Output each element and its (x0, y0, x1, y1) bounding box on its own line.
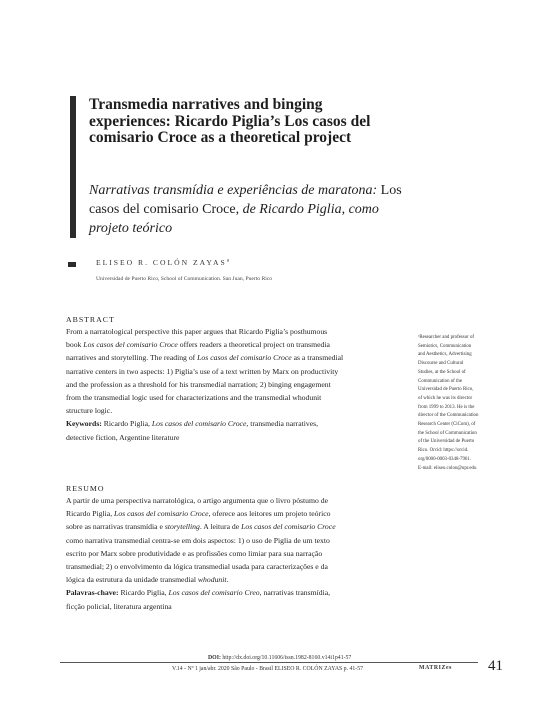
resumo-body (66, 494, 410, 613)
article-title: Transmedia narratives and binging experiences: Ricardo Piglia’s Los casos del comisario Croce as a theoretical project (89, 96, 371, 146)
article-subtitle (89, 181, 419, 238)
resumo-line (66, 494, 410, 507)
footnote-line: Rico. Orcid: https://orcid. (418, 448, 469, 454)
abstract-line (66, 378, 410, 391)
resumo-line (66, 547, 410, 560)
text-run: from the transmedial logic used for characterizations and the transmedial whodunit (66, 393, 322, 403)
footer-divider (60, 662, 478, 663)
abstract-keywords-cont: detective fiction, Argentine literature (66, 432, 180, 442)
text-run: Ricardo Piglia, (118, 588, 169, 598)
footnote-line: Communication of the (418, 378, 463, 384)
author-name (96, 258, 229, 267)
footnote-line: Research Center (CiCom), of (418, 422, 476, 428)
text-run: . A leitura de (199, 522, 242, 532)
text-run: structure logic. (66, 406, 113, 416)
italic-term: storytelling (164, 522, 200, 532)
text-run: book (66, 340, 84, 350)
subtitle-part-1: Narrativas transmídia e experiências de maratona: (89, 183, 378, 198)
text-run: From a narratological perspective this paper argues that Ricardo Piglia’s posthumous (66, 327, 328, 336)
book-title: Los casos del comisario Croce (197, 353, 292, 363)
text-run: , narrativas transmídia, (259, 588, 331, 598)
abstract-line (66, 325, 410, 338)
keywords-label: Keywords: (66, 419, 102, 429)
text-run: Ricardo Piglia, (66, 509, 115, 519)
footnote-line: Semiotics, Communication (418, 343, 472, 349)
text-run: Ricardo Piglia, (101, 419, 152, 429)
footnote-line: from 1999 to 2013. He is the (418, 404, 475, 410)
author-footnote-mark: a (226, 258, 229, 264)
footnote-line: and Aesthetics, Advertising (418, 352, 472, 358)
text-run: como narrativa transmedial centra-se em dois aspectos: 1) o uso de Piglia de um texto (66, 535, 330, 545)
resumo-line (66, 573, 410, 586)
book-title: Los casos del comisario Creo (168, 588, 260, 598)
footnote-line: director of the Communication (418, 413, 479, 419)
abstract-keywords (66, 417, 410, 430)
footnote-line: the School of Communication (418, 430, 477, 436)
page-number: 41 (488, 658, 503, 674)
subtitle-part-2: Los casos del comisario Croce, (89, 183, 402, 217)
italic-term: whodunit (197, 575, 227, 585)
book-title: Los casos del comisario Croce (83, 340, 178, 350)
resumo-line (66, 507, 410, 520)
footnote-line: of the Universidad de Puerto (418, 439, 475, 445)
resumo-line (66, 520, 410, 533)
resumo-keywords (66, 586, 410, 599)
footnote-line: ᵃResearcher and professor of (418, 335, 475, 340)
text-run: sobre as narrativas transmídia e (66, 522, 165, 532)
author-affiliation: Universidad de Puerto Rico, School of Communication. San Juan, Puerto Rico (96, 276, 273, 282)
subtitle-part-3: de Ricardo Piglia, como projeto teórico (89, 202, 379, 236)
abstract-body (66, 325, 410, 444)
footnote-line: Universidad de Puerto Rico, (418, 387, 474, 393)
text-run: transmedial; 2) o envolvimento da lógica transmedial usada para caracterizações e da (66, 562, 328, 572)
text-run: escrito por Marx sobre produtividade e as profissões como limiar para sua narração (66, 548, 323, 558)
resumo-line (66, 534, 410, 547)
abstract-line (66, 404, 410, 417)
footer-folio: V.14 - Nº 1 jan/abr. 2020 São Paulo - Brasil ELISEO R. COLÓN ZAYAS p. 41-57 (172, 666, 363, 672)
text-run: and the profession as a threshold for his transmedial narration; 2) binging engagement (66, 379, 331, 389)
footnote-line: org/0000-0003-0348-7961. (418, 456, 472, 462)
book-title: Los casos del comisario Croce (114, 509, 209, 519)
text-run: A partir de uma perspectiva narratológica, o artigo argumenta que o livro póstumo de (66, 496, 329, 505)
book-title: Los casos del comisario Croce (241, 522, 336, 532)
doi-url: http://dx.doi.org/10.11606/issn.1982-8160.v14i1p41-57 (220, 655, 352, 661)
abstract-line (66, 351, 410, 364)
footnote-line: of which he was its director (418, 395, 473, 401)
journal-logo: MATRIZes (419, 665, 453, 671)
title-accent-bar (70, 96, 76, 238)
doi-link[interactable] (208, 655, 351, 661)
doi-label: DOI: (208, 655, 221, 661)
resumo-line (66, 560, 410, 573)
author-name-text: ELISEO R. COLÓN ZAYAS (96, 258, 227, 267)
abstract-line (66, 365, 410, 378)
abstract-line (66, 391, 410, 404)
text-run: , oferece aos leitores um projeto teórico (208, 509, 331, 519)
text-run: lógica da estrutura da unidade transmedial (66, 575, 198, 585)
footnote-line: Studies, at the School of (418, 369, 466, 375)
text-run: , transmedia narratives, (246, 419, 319, 429)
text-run: narrative centers in two aspects: 1) Piglia’s use of a text written by Marx on productivity (66, 366, 339, 376)
text-run: narratives and storytelling. The reading of (66, 353, 198, 363)
keywords-label: Palavras-chave: (66, 588, 119, 598)
text-run: offers readers a theoretical project on transmedia (177, 340, 330, 350)
author-marker (68, 262, 76, 267)
abstract-heading: ABSTRACT (66, 315, 115, 324)
abstract-line (66, 338, 410, 351)
resumo-keywords-cont: ficção policial, literatura argentina (66, 601, 172, 611)
footnote-line: E-mail: eliseo.colon@upr.edu (418, 465, 477, 471)
footnote-line: Discourse and Cultural (418, 361, 464, 367)
text-run: as a transmedial (291, 353, 344, 363)
resumo-heading: RESUMO (66, 484, 105, 493)
text-run: . (226, 575, 229, 585)
author-footnote (418, 334, 518, 473)
book-title: Los casos del comisario Croce (151, 419, 247, 429)
